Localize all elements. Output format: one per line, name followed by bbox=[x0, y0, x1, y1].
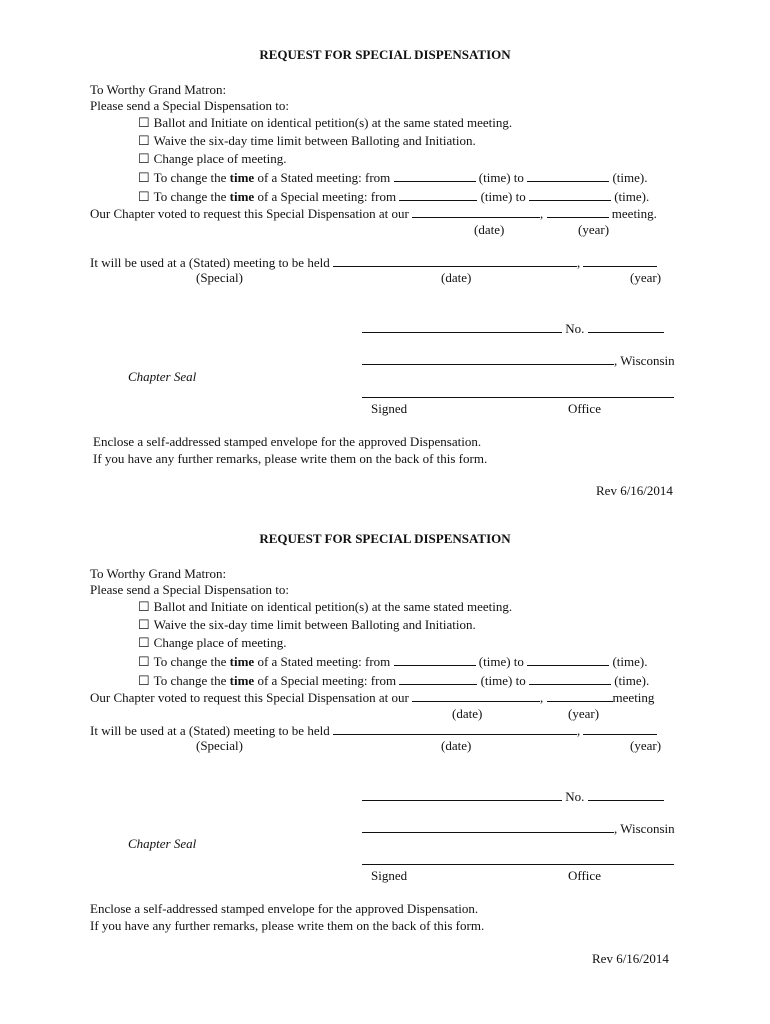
voted-year-field[interactable] bbox=[547, 205, 609, 218]
used-at-year-field[interactable] bbox=[583, 254, 657, 267]
option-ballot-initiate: ☐ Ballot and Initiate on identical petition(s) at the same stated meeting. bbox=[138, 115, 513, 130]
special-label: (Special) bbox=[196, 738, 243, 753]
greeting: To Worthy Grand Matron: bbox=[90, 82, 227, 97]
city-line: , Wisconsin bbox=[362, 820, 675, 837]
chapter-seal-label: Chapter Seal bbox=[128, 369, 197, 384]
voted-date-label: (date) bbox=[474, 222, 505, 237]
checkbox-change-place[interactable]: ☐ bbox=[138, 151, 150, 166]
used-at-year-field[interactable] bbox=[583, 722, 657, 735]
signature-line[interactable] bbox=[362, 397, 674, 398]
voted-year-label: (year) bbox=[578, 222, 610, 237]
used-at-date-label: (date) bbox=[441, 738, 472, 753]
option-change-special-time: ☐ To change the time of a Special meeting: from (time) to (time). bbox=[138, 189, 650, 204]
option-ballot-initiate: ☐ Ballot and Initiate on identical petition(s) at the same stated meeting. bbox=[138, 599, 513, 614]
stated-time-to-field[interactable] bbox=[527, 169, 609, 182]
chapter-number-line: No. bbox=[362, 320, 664, 337]
city-line: , Wisconsin bbox=[362, 352, 675, 369]
voted-line: Our Chapter voted to request this Special Dispensation at our , meeting bbox=[90, 690, 655, 705]
revision-label: Rev 6/16/2014 bbox=[592, 951, 669, 966]
option-change-special-time: ☐ To change the time of a Special meeting: from (time) to (time). bbox=[138, 673, 650, 688]
chapter-number-field[interactable] bbox=[588, 788, 664, 801]
voted-date-label: (date) bbox=[452, 706, 483, 721]
used-at-year-label: (year) bbox=[630, 738, 662, 753]
intro-line: Please send a Special Dispensation to: bbox=[90, 582, 289, 597]
special-time-from-field[interactable] bbox=[399, 672, 477, 685]
checkbox-change-stated-time[interactable]: ☐ bbox=[138, 170, 150, 185]
option-waive-time-limit: ☐ Waive the six-day time limit between Balloting and Initiation. bbox=[138, 617, 476, 632]
checkbox-change-special-time[interactable]: ☐ bbox=[138, 673, 150, 688]
option-change-place: ☐ Change place of meeting. bbox=[138, 151, 287, 166]
office-label: Office bbox=[568, 401, 601, 416]
stated-time-from-field[interactable] bbox=[394, 169, 476, 182]
voted-date-field[interactable] bbox=[412, 689, 540, 702]
special-label: (Special) bbox=[196, 270, 243, 285]
chapter-seal-label: Chapter Seal bbox=[128, 836, 197, 851]
checkbox-waive-time-limit[interactable]: ☐ bbox=[138, 133, 150, 148]
used-at-date-label: (date) bbox=[441, 270, 472, 285]
used-at-date-field[interactable] bbox=[333, 722, 577, 735]
office-label: Office bbox=[568, 868, 601, 883]
enclose-note: Enclose a self-addressed stamped envelope for the approved Dispensation. bbox=[93, 434, 482, 449]
chapter-name-field[interactable] bbox=[362, 788, 562, 801]
voted-year-field[interactable] bbox=[547, 689, 613, 702]
used-at-date-field[interactable] bbox=[333, 254, 577, 267]
revision-label: Rev 6/16/2014 bbox=[596, 483, 673, 498]
stated-time-from-field[interactable] bbox=[394, 653, 476, 666]
city-field[interactable] bbox=[362, 820, 614, 833]
special-time-from-field[interactable] bbox=[399, 188, 477, 201]
option-change-stated-time: ☐ To change the time of a Stated meeting: from (time) to (time). bbox=[138, 170, 648, 185]
voted-date-field[interactable] bbox=[412, 205, 540, 218]
used-at-line: It will be used at a (Stated) meeting to be held , bbox=[90, 722, 657, 739]
signed-label: Signed bbox=[371, 401, 408, 416]
special-time-to-field[interactable] bbox=[529, 188, 611, 201]
special-time-to-field[interactable] bbox=[529, 672, 611, 685]
checkbox-change-special-time[interactable]: ☐ bbox=[138, 189, 150, 204]
signed-label: Signed bbox=[371, 868, 408, 883]
enclose-note: Enclose a self-addressed stamped envelope for the approved Dispensation. bbox=[90, 901, 479, 916]
form-title: REQUEST FOR SPECIAL DISPENSATION bbox=[259, 47, 511, 62]
voted-year-label: (year) bbox=[568, 706, 600, 721]
used-at-year-label: (year) bbox=[630, 270, 662, 285]
remarks-note: If you have any further remarks, please write them on the back of this form. bbox=[90, 918, 485, 933]
option-change-place: ☐ Change place of meeting. bbox=[138, 635, 287, 650]
chapter-name-field[interactable] bbox=[362, 320, 562, 333]
option-waive-time-limit: ☐ Waive the six-day time limit between Balloting and Initiation. bbox=[138, 133, 476, 148]
checkbox-waive-time-limit[interactable]: ☐ bbox=[138, 617, 150, 632]
checkbox-change-stated-time[interactable]: ☐ bbox=[138, 654, 150, 669]
chapter-number-field[interactable] bbox=[588, 320, 664, 333]
used-at-line: It will be used at a (Stated) meeting to be held , bbox=[90, 254, 657, 271]
checkbox-ballot-initiate[interactable]: ☐ bbox=[138, 599, 150, 614]
greeting: To Worthy Grand Matron: bbox=[90, 566, 227, 581]
remarks-note: If you have any further remarks, please write them on the back of this form. bbox=[93, 451, 488, 466]
option-change-stated-time: ☐ To change the time of a Stated meeting: from (time) to (time). bbox=[138, 654, 648, 669]
signature-line[interactable] bbox=[362, 864, 674, 865]
checkbox-change-place[interactable]: ☐ bbox=[138, 635, 150, 650]
city-field[interactable] bbox=[362, 352, 614, 365]
stated-time-to-field[interactable] bbox=[527, 653, 609, 666]
form-title: REQUEST FOR SPECIAL DISPENSATION bbox=[259, 531, 511, 546]
chapter-number-line: No. bbox=[362, 788, 664, 805]
voted-line: Our Chapter voted to request this Special Dispensation at our , meeting. bbox=[90, 206, 657, 221]
checkbox-ballot-initiate[interactable]: ☐ bbox=[138, 115, 150, 130]
intro-line: Please send a Special Dispensation to: bbox=[90, 98, 289, 113]
